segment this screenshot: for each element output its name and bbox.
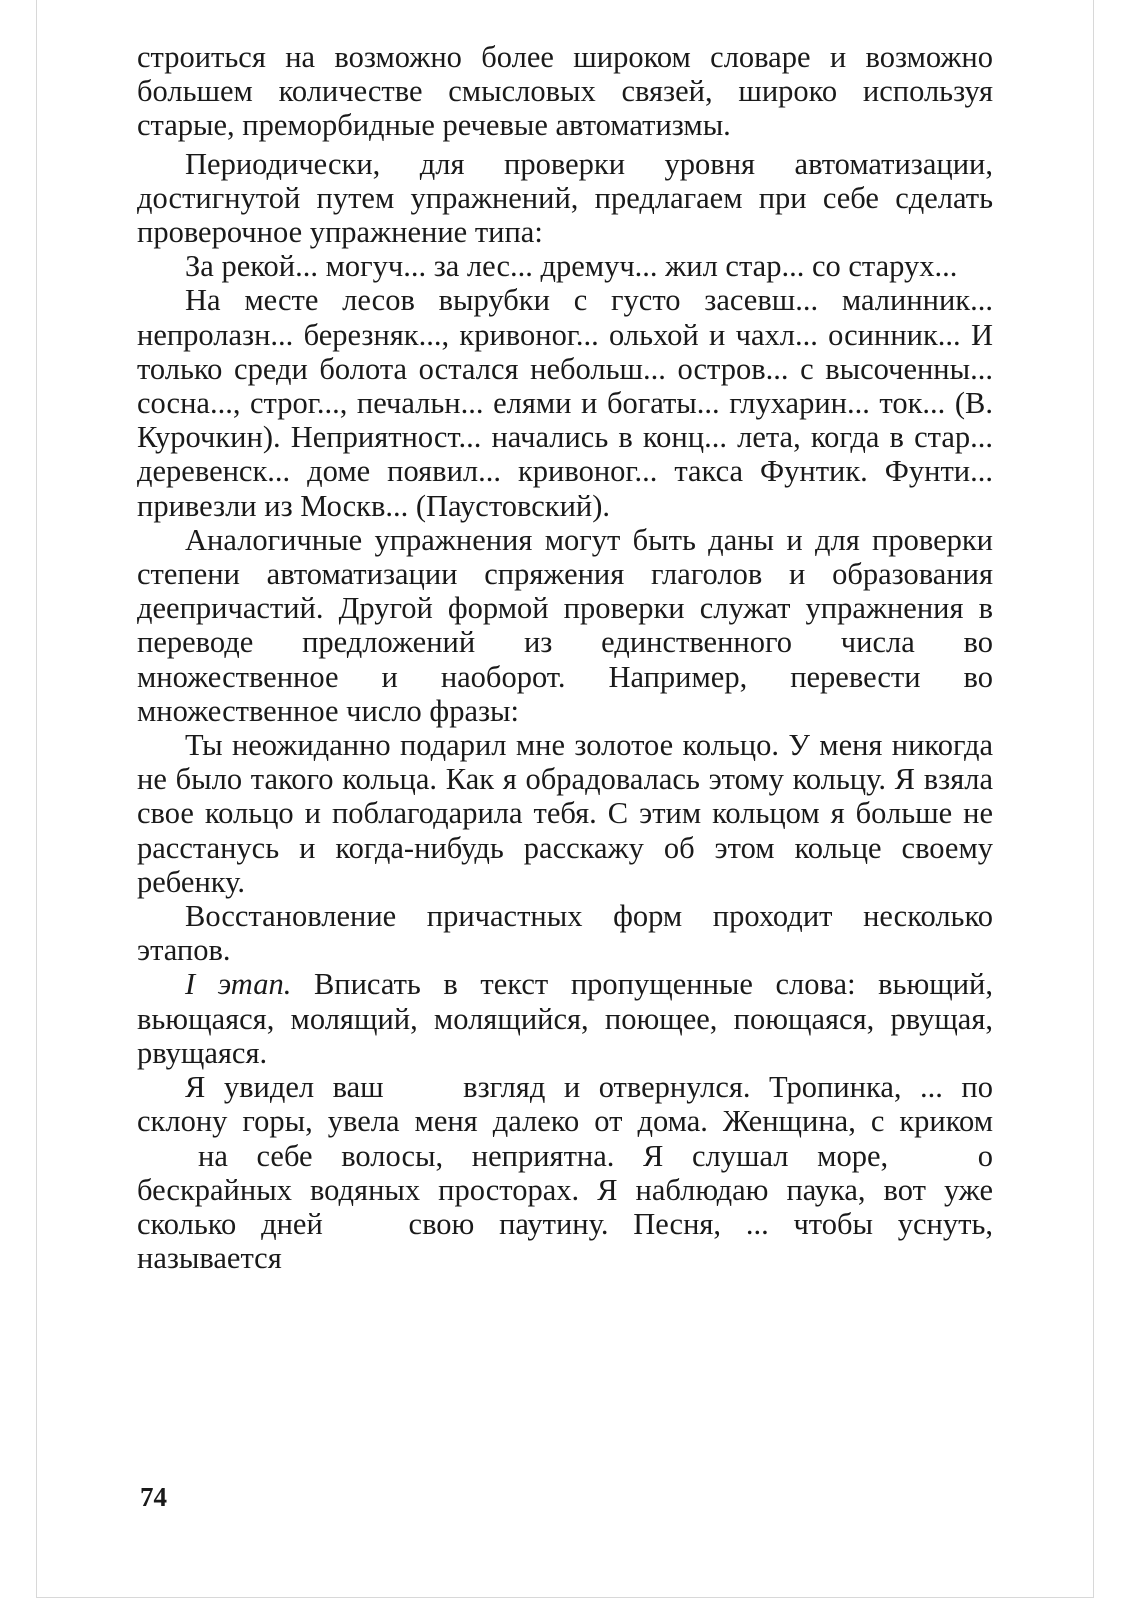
stage-paragraph	[137, 967, 993, 1070]
exercise-3: Ты неожиданно подарил мне золотое кольцо. У меня никогда не было такого кольца. Как я обрадовалась этому кольцу. Я взяла свое кольцо и поблагодарила тебя. С этим кольцом я больше не расстанусь и когда-нибудь расскажу об этом кольце своему ребенку.	[137, 728, 993, 899]
exercise-4: Я увидел ваш взгляд и отвернулся. Тропинка, ... по склону горы, увела меня далеко от дома. Женщина, с криком на себе волосы, неприятна. Я слушал море, о бескрайных водяных просторах. Я наблюдаю паука, вот уже сколько дней свою паутину. Песня, ... чтобы уснуть, называется	[137, 1070, 993, 1276]
paragraph-3: Аналогичные упражнения могут быть даны и для проверки степени автоматизации спряжения глаголов и образования деепричастий. Другой формой проверки служат упражнения в переводе предложений из единственного числа во множественное и наоборот. Например, перевести во множественное число фразы:	[137, 522, 993, 728]
paragraph-2: Периодически, для проверки уровня автоматизации, достигнутой путем упражнений, предлагаем при себе сделать проверочное упражнение типа:	[137, 146, 993, 250]
stage-label: I этап.	[185, 967, 292, 1002]
exercise-2: На месте лесов вырубки с густо засевш... малинник... непролазн... березняк..., кривоног... ольхой и чахл... осинник... И только среди болота остался небольш... остров... с высоченны... сосна..., строг..., печальн... елями и богаты... глухарин... ток... (В. Курочкин). Неприятност... начались в конц... лета, когда в стар... деревенск... доме появил... кривоног... такса Фунтик. Фунти... привезли из Москв... (Паустовский).	[137, 283, 993, 523]
stage-text: Вписать в текст пропущенные слова: вьющий, вьющаяся, молящий, молящийся, поющее, поющаяся, рвущая, рвущаяся.	[137, 967, 993, 1070]
page-number: 74	[140, 1482, 167, 1512]
body-text	[137, 40, 993, 1275]
paragraph-1: строиться на возможно более широком словаре и возможно большем количестве смысловых связей, широко используя старые, преморбидные речевые автоматизмы.	[137, 40, 993, 143]
exercise-1: За рекой... могуч... за лес... дремуч... жил стар... со старух...	[185, 249, 958, 284]
paragraph-4: Восстановление причастных форм проходит несколько этапов.	[137, 899, 993, 968]
